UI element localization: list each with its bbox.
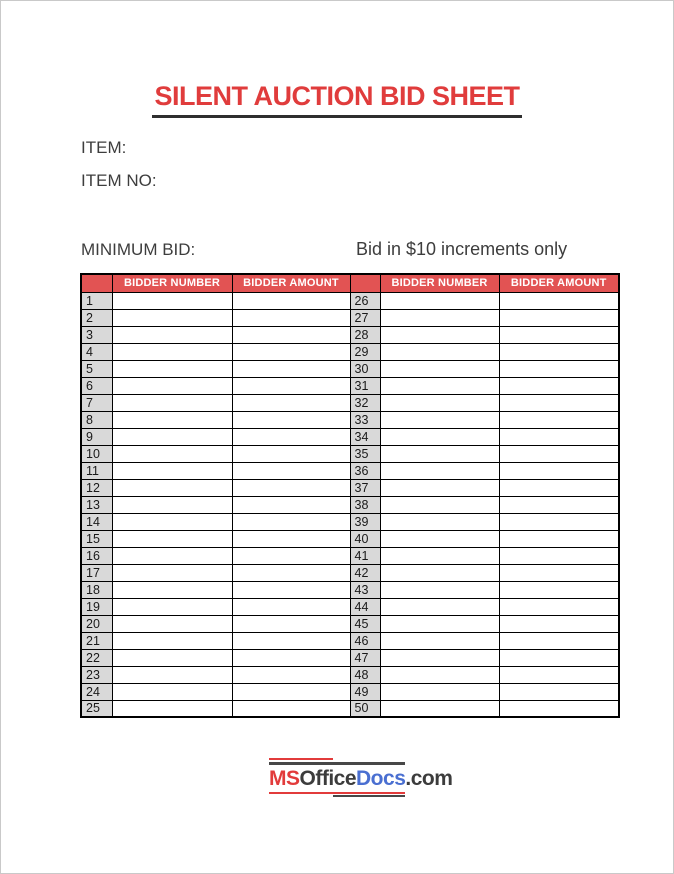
row-number-cell: 36 — [350, 462, 380, 479]
bidder-amount-entry-cell[interactable] — [499, 411, 619, 428]
bidder-amount-entry-cell[interactable] — [499, 564, 619, 581]
bidder-amount-entry-cell[interactable] — [499, 598, 619, 615]
bidder-amount-entry-cell[interactable] — [499, 309, 619, 326]
bidder-number-entry-cell[interactable] — [380, 309, 499, 326]
bidder-amount-entry-cell[interactable] — [499, 700, 619, 717]
row-number-cell: 16 — [81, 547, 112, 564]
logo-segment-office: Office — [299, 767, 357, 790]
bidder-amount-entry-cell[interactable] — [232, 564, 350, 581]
bid-table-row — [81, 360, 619, 377]
bidder-number-entry-cell[interactable] — [380, 649, 499, 666]
bidder-number-entry-cell[interactable] — [380, 496, 499, 513]
bid-table-row — [81, 496, 619, 513]
bidder-amount-entry-cell[interactable] — [232, 513, 350, 530]
row-number-cell: 25 — [81, 700, 112, 717]
bidder-amount-entry-cell[interactable] — [499, 326, 619, 343]
row-number-cell: 39 — [350, 513, 380, 530]
row-number-cell: 21 — [81, 632, 112, 649]
bidder-amount-entry-cell[interactable] — [499, 343, 619, 360]
bidder-number-entry-cell[interactable] — [112, 445, 232, 462]
bidder-number-entry-cell[interactable] — [112, 428, 232, 445]
item-no-label: ITEM NO: — [81, 171, 157, 190]
bidder-number-entry-cell[interactable] — [380, 564, 499, 581]
bid-table-row — [81, 479, 619, 496]
row-number-cell: 20 — [81, 615, 112, 632]
row-number-cell: 2 — [81, 309, 112, 326]
row-number-cell: 35 — [350, 445, 380, 462]
logo-segment-ms: MS — [269, 767, 300, 790]
bidder-amount-entry-cell[interactable] — [232, 292, 350, 309]
bidder-amount-entry-cell[interactable] — [232, 649, 350, 666]
bidder-amount-entry-cell[interactable] — [499, 360, 619, 377]
bidder-number-entry-cell[interactable] — [112, 683, 232, 700]
bid-table-row — [81, 513, 619, 530]
bidder-amount-entry-cell[interactable] — [499, 513, 619, 530]
bidder-number-entry-cell[interactable] — [112, 394, 232, 411]
bid-table-row — [81, 377, 619, 394]
bidder-amount-entry-cell[interactable] — [499, 615, 619, 632]
logo-gray-line-bottom — [333, 795, 405, 797]
logo-text — [269, 767, 453, 790]
bidder-amount-entry-cell[interactable] — [232, 445, 350, 462]
bidder-number-entry-cell[interactable] — [112, 462, 232, 479]
bidder-number-entry-cell[interactable] — [380, 683, 499, 700]
bidder-number-entry-cell[interactable] — [112, 700, 232, 717]
bidder-amount-entry-cell[interactable] — [499, 428, 619, 445]
row-number-cell: 48 — [350, 666, 380, 683]
bidder-amount-entry-cell[interactable] — [232, 530, 350, 547]
bidder-amount-entry-cell[interactable] — [499, 496, 619, 513]
bidder-amount-entry-cell[interactable] — [499, 292, 619, 309]
row-number-cell: 9 — [81, 428, 112, 445]
row-number-cell: 34 — [350, 428, 380, 445]
bidder-number-entry-cell[interactable] — [380, 360, 499, 377]
bid-table-row — [81, 547, 619, 564]
page-title: SILENT AUCTION BID SHEET — [152, 81, 521, 118]
bid-table-row — [81, 309, 619, 326]
bidder-amount-entry-cell[interactable] — [232, 547, 350, 564]
row-number-cell: 30 — [350, 360, 380, 377]
bid-table-row — [81, 411, 619, 428]
bidder-number-entry-cell[interactable] — [380, 292, 499, 309]
bidder-number-entry-cell[interactable] — [112, 513, 232, 530]
bidder-number-entry-cell[interactable] — [112, 632, 232, 649]
row-number-cell: 17 — [81, 564, 112, 581]
bidder-number-entry-cell[interactable] — [380, 411, 499, 428]
row-number-cell: 15 — [81, 530, 112, 547]
bidder-number-entry-cell[interactable] — [380, 666, 499, 683]
row-number-cell: 14 — [81, 513, 112, 530]
bid-table-row — [81, 394, 619, 411]
title-wrap — [1, 81, 673, 118]
row-number-cell: 24 — [81, 683, 112, 700]
bidder-amount-entry-cell[interactable] — [499, 666, 619, 683]
bidder-number-entry-cell[interactable] — [112, 377, 232, 394]
bidder-number-entry-cell[interactable] — [380, 615, 499, 632]
row-number-cell: 23 — [81, 666, 112, 683]
bidder-number-entry-cell[interactable] — [380, 428, 499, 445]
row-number-cell: 3 — [81, 326, 112, 343]
bidder-number-entry-cell[interactable] — [112, 326, 232, 343]
bid-table-row — [81, 615, 619, 632]
bidder-number-entry-cell[interactable] — [112, 598, 232, 615]
bidder-number-entry-cell[interactable] — [112, 649, 232, 666]
row-number-header-right — [350, 274, 380, 292]
bidder-amount-entry-cell[interactable] — [232, 700, 350, 717]
bidder-amount-entry-cell[interactable] — [499, 649, 619, 666]
row-number-cell: 43 — [350, 581, 380, 598]
bidder-amount-entry-cell[interactable] — [499, 377, 619, 394]
row-number-cell: 11 — [81, 462, 112, 479]
bidder-number-entry-cell[interactable] — [380, 632, 499, 649]
row-number-cell: 33 — [350, 411, 380, 428]
bidder-amount-entry-cell[interactable] — [232, 632, 350, 649]
bidder-amount-entry-cell[interactable] — [499, 479, 619, 496]
item-label: ITEM: — [81, 138, 127, 157]
bidder-number-entry-cell[interactable] — [380, 700, 499, 717]
bidder-number-entry-cell[interactable] — [112, 360, 232, 377]
row-number-cell: 26 — [350, 292, 380, 309]
bidder-amount-entry-cell[interactable] — [232, 360, 350, 377]
bidder-number-entry-cell[interactable] — [380, 547, 499, 564]
row-number-cell: 22 — [81, 649, 112, 666]
minimum-bid-label: MINIMUM BID: — [81, 240, 196, 259]
bidder-number-header-right: BIDDER NUMBER — [380, 274, 499, 292]
bidder-number-entry-cell[interactable] — [112, 411, 232, 428]
bidder-amount-entry-cell[interactable] — [499, 632, 619, 649]
bidder-amount-entry-cell[interactable] — [499, 462, 619, 479]
bidder-number-entry-cell[interactable] — [112, 496, 232, 513]
bidder-number-entry-cell[interactable] — [380, 462, 499, 479]
bidder-amount-entry-cell[interactable] — [232, 598, 350, 615]
bidder-amount-entry-cell[interactable] — [232, 326, 350, 343]
bid-table — [80, 273, 620, 718]
row-number-cell: 28 — [350, 326, 380, 343]
footer-logo — [269, 758, 453, 797]
logo-segment-docs: Docs — [356, 767, 406, 790]
row-number-cell: 19 — [81, 598, 112, 615]
bidder-amount-entry-cell[interactable] — [232, 343, 350, 360]
bid-table-row — [81, 428, 619, 445]
bid-table-row — [81, 343, 619, 360]
bidder-amount-entry-cell[interactable] — [499, 581, 619, 598]
bidder-number-entry-cell[interactable] — [380, 598, 499, 615]
row-number-cell: 31 — [350, 377, 380, 394]
bidder-amount-entry-cell[interactable] — [232, 496, 350, 513]
row-number-cell: 6 — [81, 377, 112, 394]
bidder-number-entry-cell[interactable] — [380, 326, 499, 343]
row-number-cell: 12 — [81, 479, 112, 496]
bidder-number-entry-cell[interactable] — [112, 547, 232, 564]
bid-increments-note: Bid in $10 increments only — [356, 239, 568, 259]
bidder-number-entry-cell[interactable] — [380, 581, 499, 598]
bid-table-row — [81, 666, 619, 683]
bidder-amount-entry-cell[interactable] — [232, 411, 350, 428]
row-number-cell: 18 — [81, 581, 112, 598]
bidder-number-entry-cell[interactable] — [112, 309, 232, 326]
bidder-amount-entry-cell[interactable] — [232, 394, 350, 411]
row-number-cell: 7 — [81, 394, 112, 411]
logo-segment-dotcom: .com — [405, 767, 453, 790]
bid-table-row — [81, 462, 619, 479]
row-number-cell: 1 — [81, 292, 112, 309]
row-number-cell: 49 — [350, 683, 380, 700]
row-number-header-left — [81, 274, 112, 292]
bidder-number-entry-cell[interactable] — [112, 615, 232, 632]
row-number-cell: 46 — [350, 632, 380, 649]
bidder-number-entry-cell[interactable] — [112, 343, 232, 360]
bidder-amount-entry-cell[interactable] — [232, 581, 350, 598]
bidder-amount-entry-cell[interactable] — [232, 615, 350, 632]
bidder-number-entry-cell[interactable] — [380, 343, 499, 360]
bidder-number-entry-cell[interactable] — [112, 581, 232, 598]
row-number-cell: 4 — [81, 343, 112, 360]
row-number-cell: 13 — [81, 496, 112, 513]
bidder-amount-entry-cell[interactable] — [499, 683, 619, 700]
bidder-number-entry-cell[interactable] — [380, 377, 499, 394]
bidder-number-entry-cell[interactable] — [380, 445, 499, 462]
bidder-amount-entry-cell[interactable] — [232, 309, 350, 326]
logo-red-line-bottom — [269, 792, 405, 794]
bid-table-row — [81, 326, 619, 343]
row-number-cell: 27 — [350, 309, 380, 326]
bidder-number-header-left: BIDDER NUMBER — [112, 274, 232, 292]
bid-table-row — [81, 683, 619, 700]
bidder-number-entry-cell[interactable] — [112, 666, 232, 683]
row-number-cell: 32 — [350, 394, 380, 411]
row-number-cell: 42 — [350, 564, 380, 581]
bidder-number-entry-cell[interactable] — [380, 394, 499, 411]
bidder-number-entry-cell[interactable] — [380, 479, 499, 496]
bid-table-row — [81, 564, 619, 581]
bid-table-row — [81, 700, 619, 717]
bidder-amount-header-left: BIDDER AMOUNT — [232, 274, 350, 292]
bidder-number-entry-cell[interactable] — [380, 530, 499, 547]
bidder-number-entry-cell[interactable] — [112, 292, 232, 309]
bid-table-row — [81, 530, 619, 547]
bidder-amount-entry-cell[interactable] — [499, 547, 619, 564]
bid-table-row — [81, 649, 619, 666]
row-number-cell: 40 — [350, 530, 380, 547]
row-number-cell: 8 — [81, 411, 112, 428]
bidder-number-entry-cell[interactable] — [112, 530, 232, 547]
row-number-cell: 41 — [350, 547, 380, 564]
row-number-cell: 5 — [81, 360, 112, 377]
bid-table-row — [81, 581, 619, 598]
row-number-cell: 29 — [350, 343, 380, 360]
row-number-cell: 10 — [81, 445, 112, 462]
row-number-cell: 44 — [350, 598, 380, 615]
bidder-amount-entry-cell[interactable] — [232, 479, 350, 496]
bidder-amount-entry-cell[interactable] — [232, 428, 350, 445]
bidder-amount-entry-cell[interactable] — [499, 445, 619, 462]
bidder-amount-entry-cell[interactable] — [232, 377, 350, 394]
bidder-number-entry-cell[interactable] — [112, 479, 232, 496]
row-number-cell: 45 — [350, 615, 380, 632]
bid-table-row — [81, 632, 619, 649]
bid-table-row — [81, 292, 619, 309]
logo-gray-line-top — [269, 762, 405, 765]
bidder-amount-header-right: BIDDER AMOUNT — [499, 274, 619, 292]
bidder-amount-entry-cell[interactable] — [232, 683, 350, 700]
bidder-amount-entry-cell[interactable] — [232, 666, 350, 683]
bid-table-body — [81, 292, 619, 717]
row-number-cell: 47 — [350, 649, 380, 666]
bidder-number-entry-cell[interactable] — [112, 564, 232, 581]
row-number-cell: 38 — [350, 496, 380, 513]
bid-table-row — [81, 445, 619, 462]
logo-red-line-top — [269, 758, 333, 760]
row-number-cell: 37 — [350, 479, 380, 496]
bidder-amount-entry-cell[interactable] — [499, 394, 619, 411]
bidder-amount-entry-cell[interactable] — [499, 530, 619, 547]
bid-table-row — [81, 598, 619, 615]
bidder-amount-entry-cell[interactable] — [232, 462, 350, 479]
row-number-cell: 50 — [350, 700, 380, 717]
bid-table-header-row — [81, 274, 619, 292]
bidder-number-entry-cell[interactable] — [380, 513, 499, 530]
